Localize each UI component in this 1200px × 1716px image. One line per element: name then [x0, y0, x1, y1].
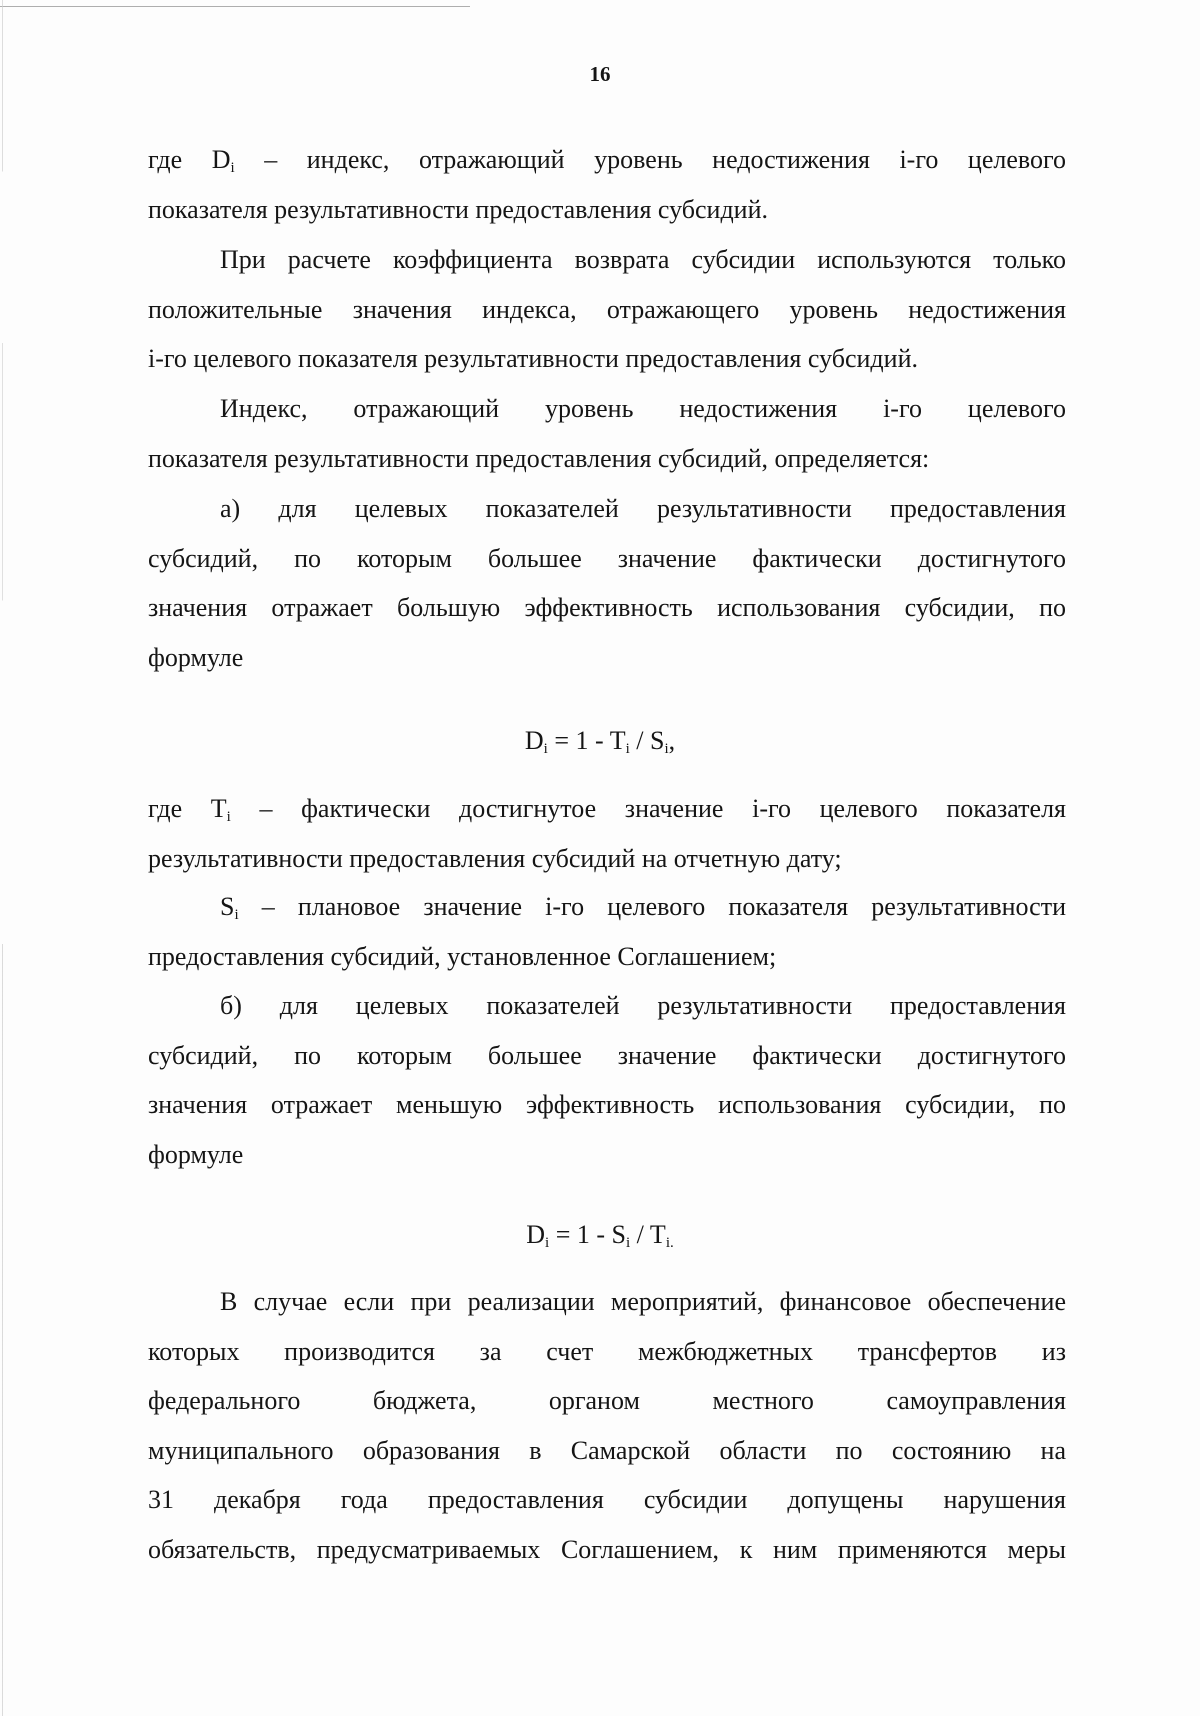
text-line: значения отражает большую эффективность использования субсидии, по: [148, 593, 1066, 622]
text-line: б) для целевых показателей результативности предоставления: [220, 991, 1066, 1020]
text-line: а) для целевых показателей результативности предоставления: [220, 494, 1066, 523]
paragraph-violations: [148, 1277, 1066, 1574]
text-line: формуле: [148, 1139, 244, 1169]
page-number: 16: [589, 62, 611, 86]
scan-artifact-line: [0, 6, 470, 7]
text-line: обязательств, предусматриваемых Соглашением, к ним применяются меры: [148, 1534, 1066, 1564]
text-line: субсидий, по которым большее значение фактически достигнутого: [148, 543, 1066, 573]
text-line: положительные значения индекса, отражающего уровень недостижения: [148, 294, 1066, 324]
text-line: которых производится за счет межбюджетных трансфертов из: [148, 1336, 1066, 1366]
text-line: где $T_i$ – фактически достигнутое значение i-го целевого показателя: [148, 794, 1066, 825]
text-line: В случае если при реализации мероприятий, финансовое обеспечение: [220, 1287, 1066, 1316]
text-line: муниципального образования в Самарской области по состоянию на: [148, 1435, 1066, 1465]
text-line: субсидий, по которым большее значение фактически достигнутого: [148, 1040, 1066, 1070]
text-line: формуле: [148, 642, 244, 672]
paragraph-definition-d: [148, 135, 1066, 234]
text-line: $S_i$ – плановое значение i-го целевого показателя результативности: [220, 892, 1066, 923]
paragraph-index-definition: [148, 384, 1066, 483]
text-line: Индекс, отражающий уровень недостижения i-го целевого: [220, 394, 1066, 423]
paragraph-case-b: [148, 981, 1066, 1179]
paragraph-definition-s: [148, 882, 1066, 981]
formula-case-a: $D_i = 1 - T_i / S_i$,: [524, 726, 676, 757]
paragraph-definition-t: [148, 784, 1066, 883]
text-line: При расчете коэффициента возврата субсидии используются только: [220, 245, 1066, 274]
text-line: i-го целевого показателя результативности предоставления субсидий.: [148, 344, 918, 373]
text-line: где $D_i$ – индекс, отражающий уровень недостижения i-го целевого: [148, 145, 1066, 176]
scan-artifact-edge: [2, 0, 3, 1716]
paragraph-case-a: [148, 484, 1066, 682]
text-line: 31 декабря года предоставления субсидии допущены нарушения: [148, 1485, 1066, 1514]
text-line: предоставления субсидий, установленное Соглашением;: [148, 941, 777, 971]
text-line: федерального бюджета, органом местного самоуправления: [148, 1386, 1066, 1415]
text-line: значения отражает меньшую эффективность использования субсидии, по: [148, 1090, 1066, 1119]
formula-case-b: $D_i = 1 - S_i / T_{i.}$: [526, 1220, 674, 1251]
text-line: показателя результативности предоставления субсидий.: [148, 194, 769, 224]
paragraph-calculation-note: [148, 235, 1066, 384]
text-line: показателя результативности предоставления субсидий, определяется:: [148, 443, 930, 473]
text-line: результативности предоставления субсидий на отчетную дату;: [148, 843, 842, 873]
